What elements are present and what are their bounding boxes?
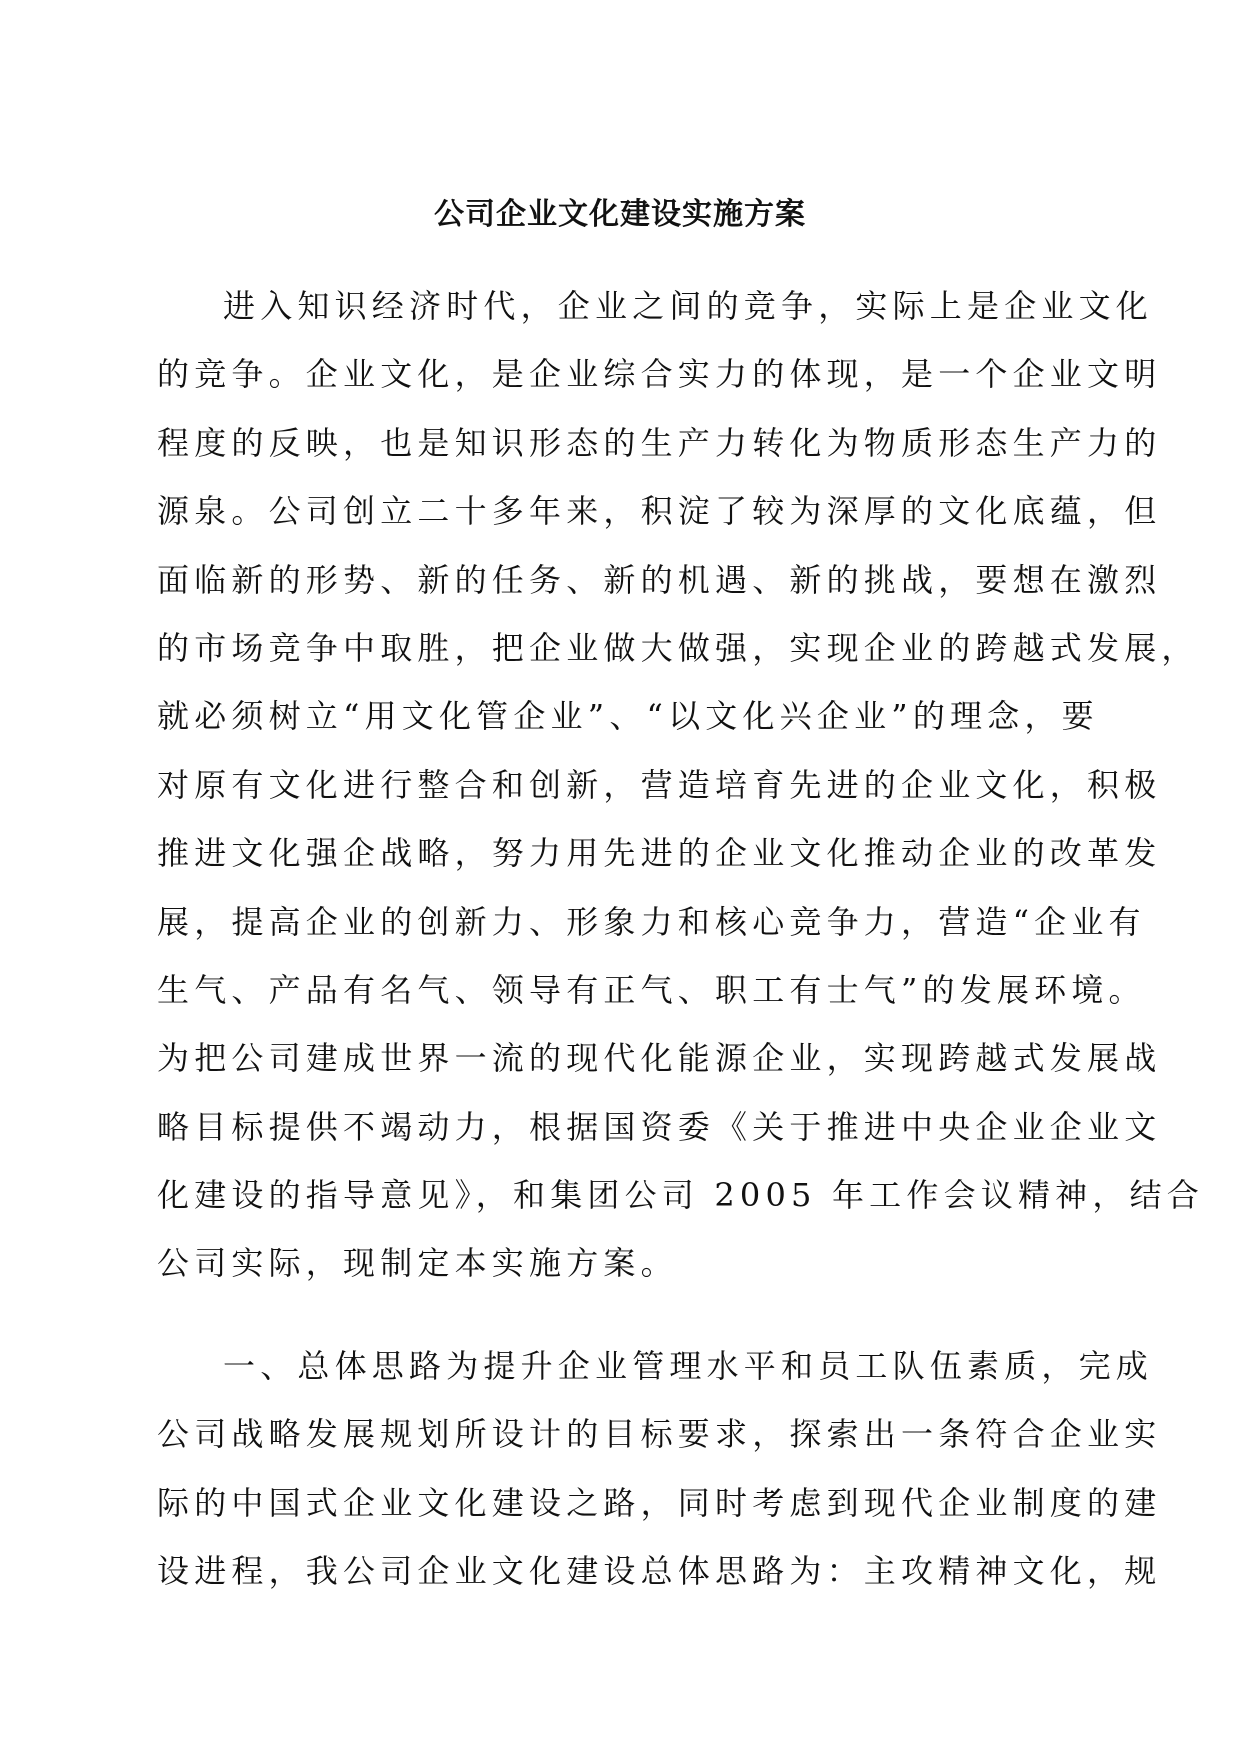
text-line: 公司战略发展规划所设计的目标要求，探索出一条符合企业实 [157,1415,1162,1454]
text-line: 略目标提供不竭动力，根据国资委《关于推进中央企业企业文 [157,1107,1162,1146]
text-line: 公司实际，现制定本实施方案。 [157,1244,678,1283]
text-line: 面临新的形势、新的任务、新的机遇、新的挑战，要想在激烈 [157,560,1162,599]
text-line: 源泉。公司创立二十多年来，积淀了较为深厚的文化底蕴，但 [157,492,1162,531]
text-line: 生气、产品有名气、领导有正气、职工有士气”的发展环境。 [157,970,1146,1009]
text-line: 对原有文化进行整合和创新，营造培育先进的企业文化，积极 [157,765,1162,804]
text-line: 推进文化强企战略，努力用先进的企业文化推动企业的改革发 [157,834,1162,873]
text-line: 化建设的指导意见》，和集团公司 2005 年工作会议精神，结合 [157,1176,1204,1215]
document-body [157,284,1204,1617]
text-line: 展，提高企业的创新力、形象力和核心竞争力，营造“企业有 [157,902,1146,941]
document-title: 公司企业文化建设实施方案 [434,197,806,232]
text-line: 就必须树立“用文化管企业”、“以文化兴企业”的理念，要 [157,697,1099,736]
text-line: 为把公司建成世界一流的现代化能源企业，实现跨越式发展战 [157,1039,1162,1078]
text-line: 际的中国式企业文化建设之路，同时考虑到现代企业制度的建 [157,1483,1162,1522]
text-line: 设进程，我公司企业文化建设总体思路为：主攻精神文化，规 [157,1552,1162,1591]
paragraph-intro [157,284,1204,1310]
text-line: 进入知识经济时代，企业之间的竞争，实际上是企业文化 [223,287,1154,325]
text-line: 的市场竞争中取胜，把企业做大做强，实现企业的跨越式发展， [157,628,1199,667]
paragraph-overall-approach [157,1344,1162,1618]
text-line: 程度的反映，也是知识形态的生产力转化为物质形态生产力的 [157,423,1162,462]
text-line: 的竞争。企业文化，是企业综合实力的体现，是一个企业文明 [157,355,1162,394]
paragraph-spacer [157,1310,1077,1344]
text-line: 一、总体思路为提升企业管理水平和员工队伍素质，完成 [223,1346,1154,1385]
